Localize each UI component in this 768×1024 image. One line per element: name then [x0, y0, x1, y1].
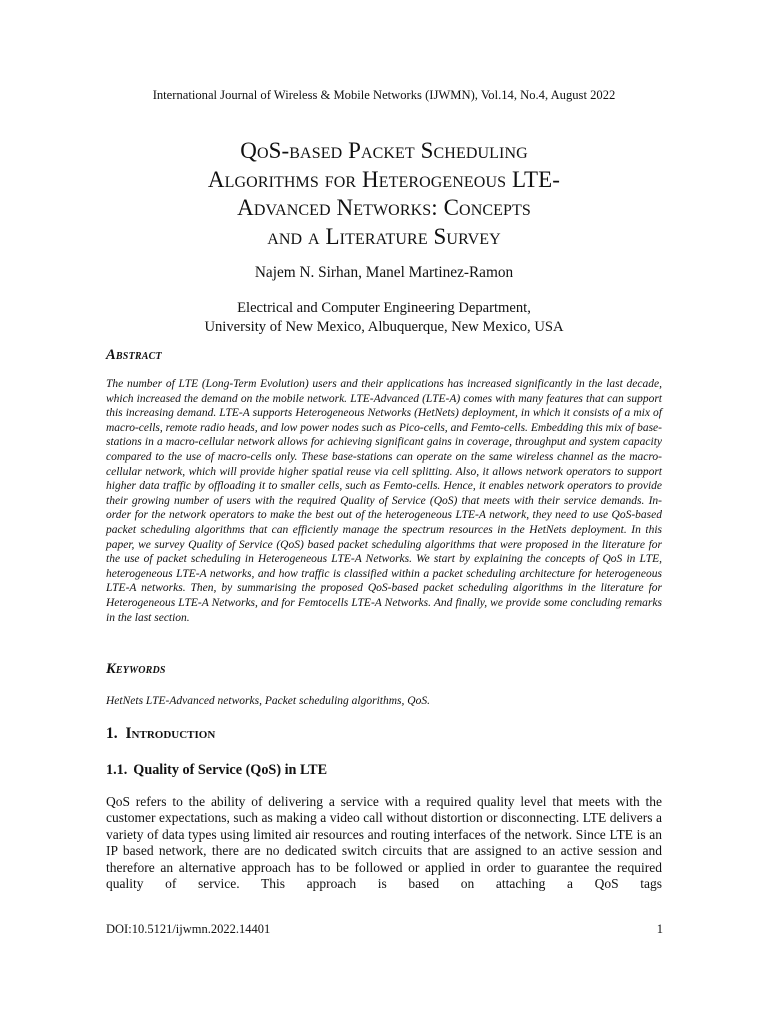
introduction-heading — [106, 725, 215, 743]
keywords-text: HetNets LTE-Advanced networks, Packet scheduling algorithms, QoS. — [106, 695, 430, 707]
title-line-1: QoS-based Packet Scheduling — [240, 138, 528, 163]
affiliation-line-1: Electrical and Computer Engineering Department, — [237, 300, 531, 316]
page-number: 1 — [656, 922, 663, 936]
title-line-4: and a Literature Survey — [267, 223, 501, 249]
introduction-paragraph: QoS refers to the ability of delivering a service with a required quality level that meets with the customer expectations, such as making a video call without distortion or disconnecting. LTE delivers a variety of data types using limited air resources and routing interfaces of the network. Since LTE is an IP based network, there are no dedicated switch circuits that are assigned to an active session and therefore an alternative approach has to be followed or applied in order to guarantee the required quality of service. This approach is based on attaching a QoS tags — [106, 794, 662, 892]
journal-header: International Journal of Wireless & Mobile Networks (IJWMN), Vol.14, No.4, August 2022 — [152, 88, 616, 102]
author-list: Najem N. Sirhan, Manel Martinez-Ramon — [254, 264, 514, 281]
footer-doi: DOI:10.5121/ijwmn.2022.14401 — [106, 922, 271, 936]
keywords-heading: Keywords — [106, 661, 166, 677]
introduction-title: Introduction — [125, 725, 216, 742]
subsection-title: Quality of Service (QoS) in LTE — [133, 762, 328, 778]
paper-title — [100, 137, 668, 251]
abstract-heading: Abstract — [106, 347, 162, 363]
subsection-heading — [106, 762, 327, 779]
abstract-text: The number of LTE (Long-Term Evolution) users and their applications has increased significantly in the last decade, which increased the demand on the mobile network. LTE-Advanced (LTE-A) comes with many features that can support this increasing demand. LTE-A supports Heterogeneous Networks (HetNets) deployment, in which it consists of a mix of macro-cells, remote radio heads, and low power nodes such as Pico-cells, and Femto-cells. Embedding this mix of base-stations in a macro-cellular network allows for achieving significant gains in coverage, throughput and system capacity compared to the use of macro-cells only. These base-stations can operate on the same wireless channel as the macro-cellular network, which will provide higher spatial reuse via cell splitting. Also, it allows network operators to support higher data traffic by offloading it to smaller cells, such as Femto-cells. Hence, it enables network operators to provide their growing number of users with the required Quality of Service (QoS) that meets with their service demands. In-order for the network operators to make the best out of the heterogeneous LTE-A network, they need to use QoS-based packet scheduling algorithms that can efficiently manage the spectrum resources in the HetNets deployment. In this paper, we survey Quality of Service (QoS) based packet scheduling algorithms that were proposed in the literature for the use of packet scheduling in Heterogeneous LTE-A Networks. We start by explaining the concepts of QoS in LTE, heterogeneous LTE-A networks, and how traffic is classified within a packet scheduling architecture for heterogeneous LTE-A networks. Then, by summarising the proposed QoS-based packet scheduling algorithms in the literature for Heterogeneous LTE-A Networks, and for Femtocells LTE-A Networks. And finally, we provide some concluding remarks in the last section. — [106, 378, 662, 624]
introduction-number: 1. — [106, 725, 118, 742]
title-line-3: Advanced Networks: Concepts — [237, 195, 531, 220]
title-line-2: Algorithms for Heterogeneous LTE- — [207, 166, 561, 192]
affiliation-line-2: University of New Mexico, Albuquerque, New Mexico, USA — [204, 318, 564, 335]
affiliation — [0, 299, 768, 336]
subsection-number: 1.1. — [106, 762, 128, 778]
